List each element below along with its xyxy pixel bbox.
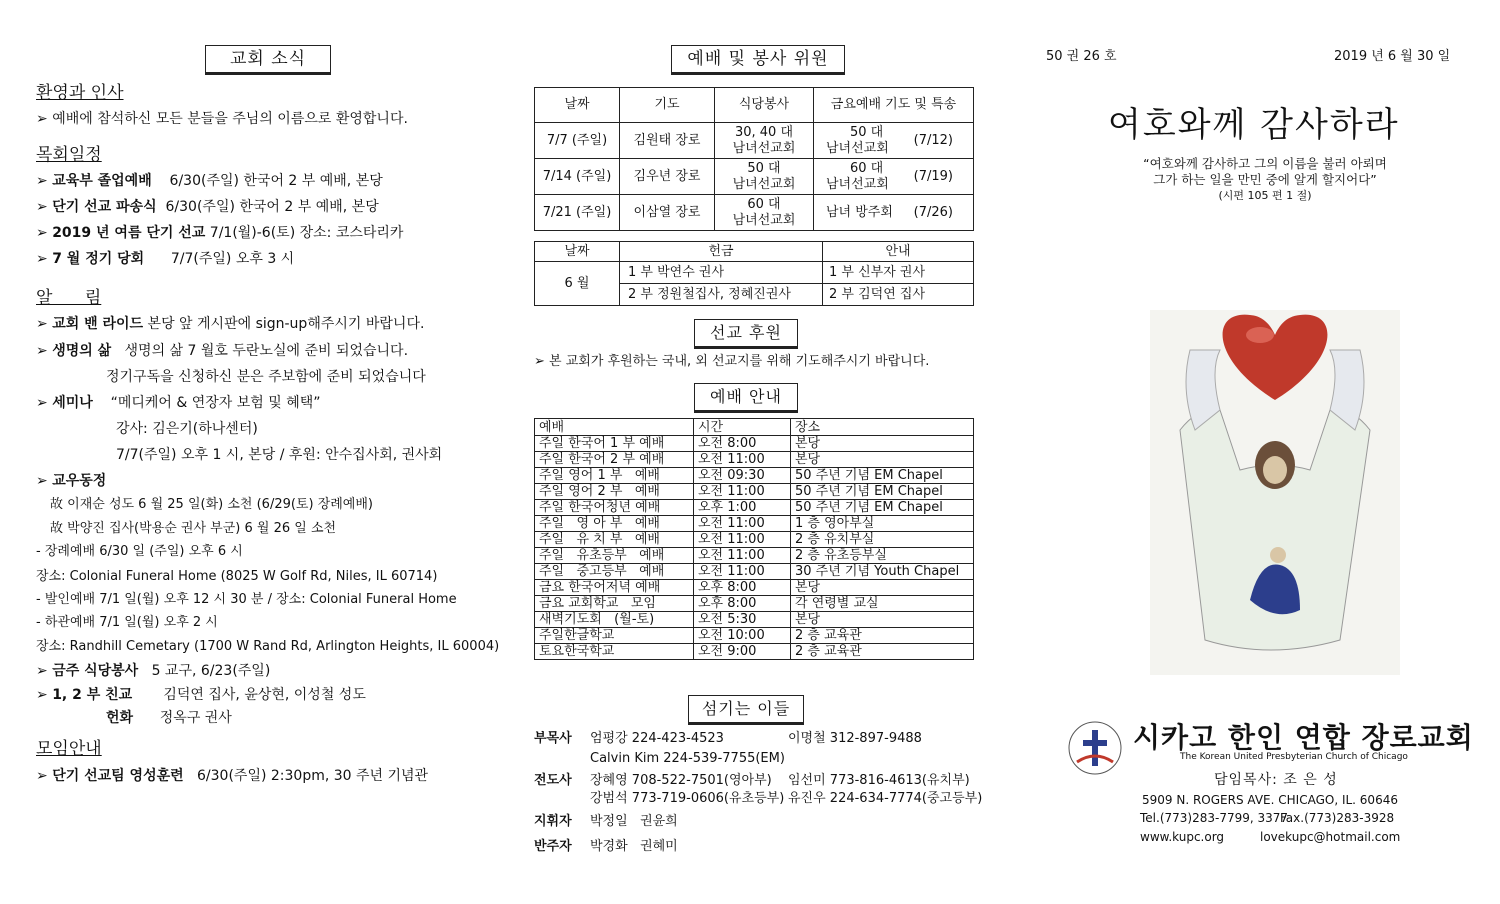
col-header: 안내 <box>823 242 974 262</box>
table-row <box>535 195 974 231</box>
table-row: 주일 유초등부 예배 오전 11:00 2 층 유초등부실 <box>535 548 974 564</box>
church-logo-icon <box>1067 720 1123 776</box>
col-header: 헌금 <box>620 242 823 262</box>
church-email-link[interactable]: lovekupc@hotmail.com <box>1260 830 1401 844</box>
col-header: 기도 <box>620 88 715 123</box>
list-item-cont: - 발인예배 7/1 일(월) 오후 12 시 30 분 / 장소: Colonial Funeral Home <box>36 592 457 607</box>
col-header: 예배 <box>535 419 694 436</box>
table-row: 주일 한국어 2 부 예배 오전 11:00 본당 <box>535 452 974 468</box>
list-item: ➢ 단기 선교 파송식 6/30(주일) 한국어 2 부 예배, 본당 <box>36 199 379 215</box>
cell: 김원태 장로 <box>620 123 715 159</box>
kneeling-head <box>1270 547 1286 563</box>
col-header: 장소 <box>791 419 974 436</box>
worship-service-header: 예배 및 봉사 위원 <box>671 45 845 75</box>
table-row <box>535 262 974 284</box>
cell: 남녀 방주회 (7/26) <box>814 195 974 231</box>
cell: 6 월 <box>535 262 620 306</box>
table-row: 금요 한국어저녁 예배 오후 8:00 본당 <box>535 580 974 596</box>
list-item-cont: - 장례예배 6/30 일 (주일) 오후 6 시 <box>36 544 243 559</box>
cell: 30, 40 대 남녀선교회 <box>715 123 814 159</box>
cell: 50 대 남녀선교회 <box>715 159 814 195</box>
table-row: 주일 한국어 1 부 예배 오전 8:00 본당 <box>535 436 974 452</box>
table-row: 토요한국학교 오전 9:00 2 층 교육관 <box>535 644 974 660</box>
list-item: ➢ 교우동정 <box>36 473 107 489</box>
table-row: 주일 중고등부 예배 오전 11:00 30 주년 기념 Youth Chapel <box>535 564 974 580</box>
col-header: 날짜 <box>535 242 620 262</box>
face-shape <box>1263 456 1287 484</box>
list-item: ➢ 1, 2 부 친교 김덕연 집사, 윤상현, 이성철 성도 <box>36 687 366 703</box>
col-header: 금요예배 기도 및 특송 <box>814 88 974 123</box>
staff-label: 반주자 <box>534 839 572 854</box>
heart-highlight <box>1246 327 1274 343</box>
list-item: ➢ 단기 선교팀 영성훈련 6/30(주일) 2:30pm, 30 주년 기념관 <box>36 768 429 784</box>
cell: 50 대 남녀선교회 (7/12) <box>814 123 974 159</box>
table-row: 주일한글학교 오전 10:00 2 층 교육관 <box>535 628 974 644</box>
list-item-cont: 정기구독을 신청하신 분은 주보함에 준비 되었습니다 <box>106 369 426 385</box>
church-news-header: 교회 소식 <box>205 45 331 75</box>
list-item-cont: 7/7(주일) 오후 1 시, 본당 / 후원: 안수집사회, 권사회 <box>116 447 443 463</box>
senior-pastor: 담임목사: 조 은 성 <box>1214 772 1338 788</box>
welcome-title: 환영과 인사 <box>36 83 124 103</box>
col-header: 날짜 <box>535 88 620 123</box>
table-row <box>535 123 974 159</box>
cell: 7/7 (주일) <box>535 123 620 159</box>
cell: 1 부 박연수 권사 <box>620 262 823 284</box>
meetings-title: 모임안내 <box>36 739 102 759</box>
table-row: 주일 영 아 부 예배 오전 11:00 1 층 영아부실 <box>535 516 974 532</box>
staff-entry: 엄평강 224-423-4523 <box>590 731 724 746</box>
church-fax: Fax.(773)283-3928 <box>1280 811 1395 825</box>
cell: 60 대 남녀선교회 (7/19) <box>814 159 974 195</box>
list-item-cont: - 하관예배 7/1 일(월) 오후 2 시 <box>36 615 218 630</box>
welcome-text: ➢ 예배에 참석하신 모든 분들을 주님의 이름으로 환영합니다. <box>36 111 408 127</box>
list-item-cont: 헌화 정옥구 권사 <box>106 710 232 726</box>
worship-guide-header: 예배 안내 <box>694 383 798 413</box>
table-row: 주일 한국어청년 예배 오후 1:00 50 주년 기념 EM Chapel <box>535 500 974 516</box>
staff-label: 전도사 <box>534 773 572 788</box>
church-name: 시카고 한인 연합 장로교회 <box>1133 721 1474 754</box>
list-item-cont: 故 이재순 성도 6 월 25 일(화) 소천 (6/29(토) 장례예배) <box>50 497 373 512</box>
list-item-cont: 故 박양진 집사(박용순 권사 부군) 6 월 26 일 소천 <box>50 521 337 536</box>
church-address: 5909 N. ROGERS AVE. CHICAGO, IL. 60646 <box>1142 793 1398 807</box>
table-row: 새벽기도회 (월-토) 오전 5:30 본당 <box>535 612 974 628</box>
list-item: ➢ 7 월 정기 당회 7/7(주일) 오후 3 시 <box>36 251 295 267</box>
table-row: 금요 교회학교 모임 오후 8:00 각 연령별 교실 <box>535 596 974 612</box>
church-name-en: The Korean United Presbyterian Church of Chicago <box>1180 752 1408 762</box>
cell: 60 대 남녀선교회 <box>715 195 814 231</box>
list-item: ➢ 세미나 “메디케어 & 연장자 보험 및 혜택” <box>36 395 321 411</box>
list-item: ➢ 2019 년 여름 단기 선교 7/1(월)-6(토) 장소: 코스타리카 <box>36 225 404 241</box>
church-tel: Tel.(773)283-7799, 3377 <box>1140 811 1289 825</box>
servers-header: 섬기는 이들 <box>688 695 804 725</box>
staff-entry: 유진우 224-634-7774(중고등부) <box>788 791 983 806</box>
volume-number: 50 권 26 호 <box>1046 49 1117 64</box>
staff-entry: 이명철 312-897-9488 <box>788 731 922 746</box>
mission-text: ➢ 본 교회가 후원하는 국내, 외 선교지를 위해 기도해주시기 바랍니다. <box>534 354 930 369</box>
list-item: ➢ 교육부 졸업예배 6/30(주일) 한국어 2 부 예배, 본당 <box>36 173 383 189</box>
cell: 김우년 장로 <box>620 159 715 195</box>
cell: 2 부 정원철집사, 정혜진권사 <box>620 284 823 306</box>
list-item-cont: 장소: Randhill Cemetary (1700 W Rand Rd, Arlington Heights, IL 60004) <box>36 639 500 654</box>
worship-table <box>534 418 974 660</box>
scripture-verse: “여호와께 감사하고 그의 이름을 불러 아뢰며 그가 하는 일을 만민 중에 알게 할지어다” (시편 105 편 1 절) <box>1143 156 1387 202</box>
mission-support-header: 선교 후원 <box>694 319 798 349</box>
cell: 이삼열 장로 <box>620 195 715 231</box>
heart-illustration <box>1150 310 1400 675</box>
pastoral-schedule-title: 목회일정 <box>36 145 102 165</box>
table-row <box>535 159 974 195</box>
staff-entry: Calvin Kim 224-539-7755(EM) <box>590 751 785 766</box>
col-header: 시간 <box>694 419 791 436</box>
notices-title: 알 림 <box>36 288 102 308</box>
offering-table <box>534 241 974 306</box>
cell: 1 부 신부자 권사 <box>823 262 974 284</box>
staff-entry: 임선미 773-816-4613(유치부) <box>788 773 970 788</box>
staff-entry: 박경화 권혜미 <box>590 839 678 854</box>
bulletin-date: 2019 년 6 월 30 일 <box>1334 49 1451 64</box>
staff-label: 부목사 <box>534 731 572 746</box>
list-item: ➢ 교회 밴 라이드 본당 앞 게시판에 sign-up해주시기 바랍니다. <box>36 316 425 332</box>
list-item: ➢ 금주 식당봉사 5 교구, 6/23(주일) <box>36 663 271 679</box>
cell: 7/21 (주일) <box>535 195 620 231</box>
table-row: 주일 유 치 부 예배 오전 11:00 2 층 유치부실 <box>535 532 974 548</box>
list-item-cont: 강사: 김은기(하나센터) <box>116 421 258 437</box>
bulletin-title: 여호와께 감사하라 <box>1108 105 1400 145</box>
staff-label: 지휘자 <box>534 814 572 829</box>
col-header: 식당봉사 <box>715 88 814 123</box>
table-row: 주일 영어 1 부 예배 오전 09:30 50 주년 기념 EM Chapel <box>535 468 974 484</box>
table-row: 주일 영어 2 부 예배 오전 11:00 50 주년 기념 EM Chapel <box>535 484 974 500</box>
church-website-link[interactable]: www.kupc.org <box>1140 830 1225 844</box>
staff-entry: 강범석 773-719-0606(유초등부) <box>590 791 785 806</box>
staff-entry: 장혜영 708-522-7501(영아부) <box>590 773 772 788</box>
cell: 7/14 (주일) <box>535 159 620 195</box>
list-item: ➢ 생명의 삶 생명의 삶 7 월호 두란노실에 준비 되었습니다. <box>36 343 409 359</box>
duty-table <box>534 87 974 231</box>
staff-entry: 박정일 권윤희 <box>590 814 678 829</box>
list-item-cont: 장소: Colonial Funeral Home (8025 W Golf Rd, Niles, IL 60714) <box>36 569 438 584</box>
cell: 2 부 김덕연 집사 <box>823 284 974 306</box>
